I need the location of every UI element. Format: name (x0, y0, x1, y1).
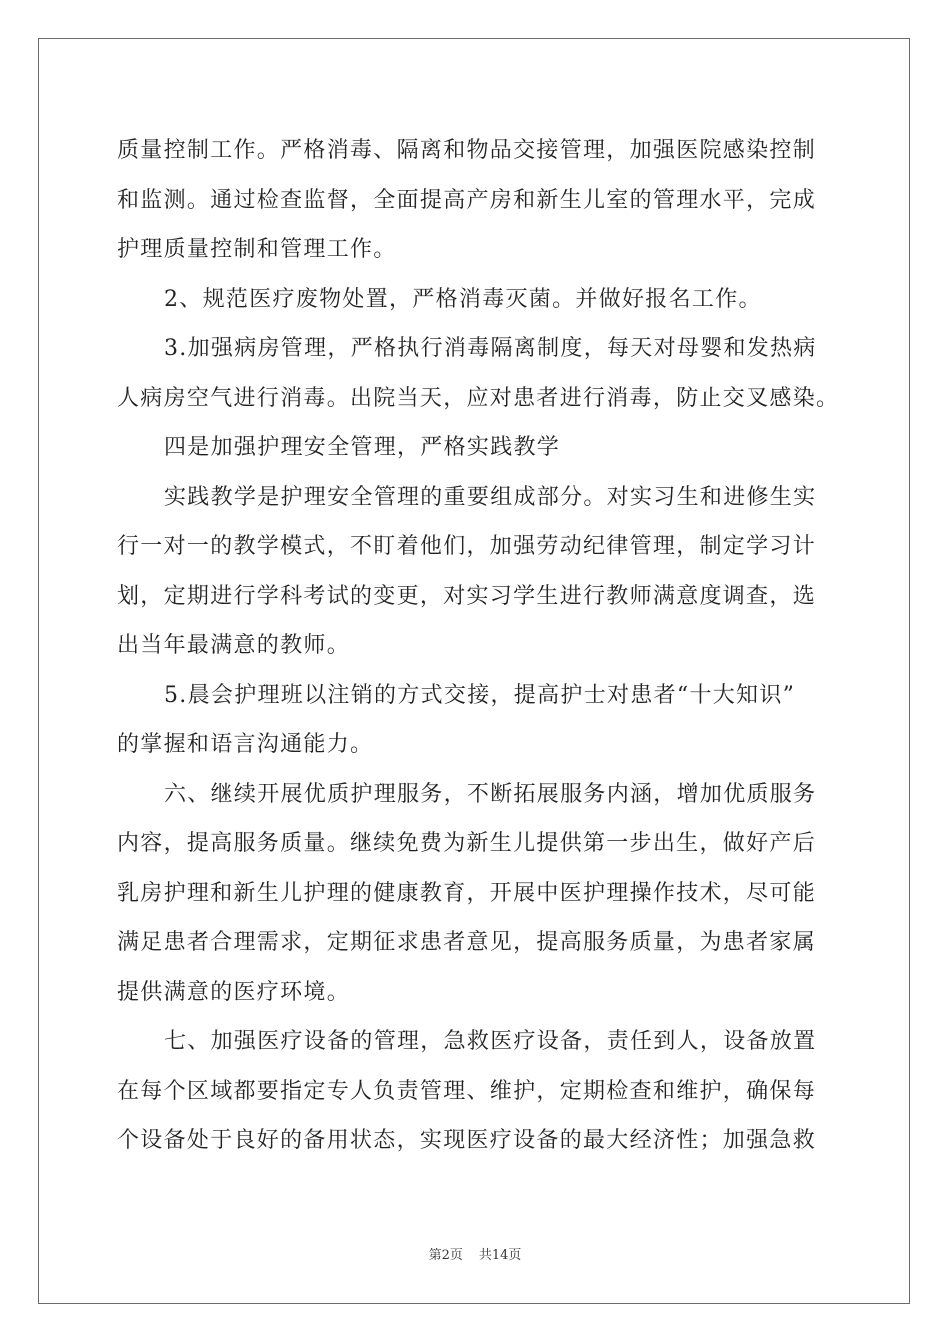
text-line: 5.晨会护理班以注销的方式交接，提高护士对患者“十大知识” (164, 682, 796, 708)
document-body (117, 126, 840, 1166)
text-line: 质量控制工作。严格消毒、隔离和物品交接管理，加强医院感染控制 (117, 138, 817, 163)
text-line: 六、继续开展优质护理服务，不断拓展服务内涵，增加优质服务 (164, 781, 817, 807)
text-line: 个设备处于良好的备用状态，实现医疗设备的最大经济性；加强急救 (117, 1128, 817, 1153)
text-line: 出当年最满意的教师。 (117, 633, 351, 658)
text-line: 的掌握和语言沟通能力。 (117, 732, 374, 757)
text-line: 在每个区域都要指定专人负责管理、维护，定期检查和维护，确保每 (117, 1078, 817, 1104)
text-line: 四是加强护理安全管理，严格实践教学 (164, 435, 561, 460)
text-line: 2、规范医疗废物处置，严格消毒灭菌。并做好报名工作。 (164, 286, 762, 312)
text-line: 3.加强病房管理，严格执行消毒隔离制度，每天对母婴和发热病 (164, 336, 817, 361)
text-line: 人病房空气进行消毒。出院当天，应对患者进行消毒，防止交叉感染。 (117, 385, 840, 411)
page-footer (0, 1244, 950, 1263)
text-line: 行一对一的教学模式，不盯着他们，加强劳动纪律管理，制定学习计 (117, 534, 817, 559)
text-line: 护理质量控制和管理工作。 (117, 237, 397, 262)
page-total: 共14页 (478, 1248, 522, 1263)
text-line: 乳房护理和新生儿护理的健康教育，开展中医护理操作技术，尽可能 (117, 880, 817, 906)
text-line: 七、加强医疗设备的管理，急救医疗设备，责任到人，设备放置 (164, 1029, 817, 1054)
text-line: 内容，提高服务质量。继续免费为新生儿提供第一步出生，做好产后 (117, 831, 817, 856)
text-line: 实践教学是护理安全管理的重要组成部分。对实习生和进修生实 (164, 484, 817, 510)
text-line: 和监测。通过检查监督，全面提高产房和新生儿室的管理水平，完成 (117, 187, 817, 213)
text-line: 提供满意的医疗环境。 (117, 979, 351, 1005)
text-line: 满足患者合理需求，定期征求患者意见，提高服务质量，为患者家属 (117, 930, 817, 955)
page-number: 第2页 (428, 1248, 463, 1263)
text-line: 划，定期进行学科考试的变更，对实习学生进行教师满意度调查，选 (117, 583, 817, 609)
